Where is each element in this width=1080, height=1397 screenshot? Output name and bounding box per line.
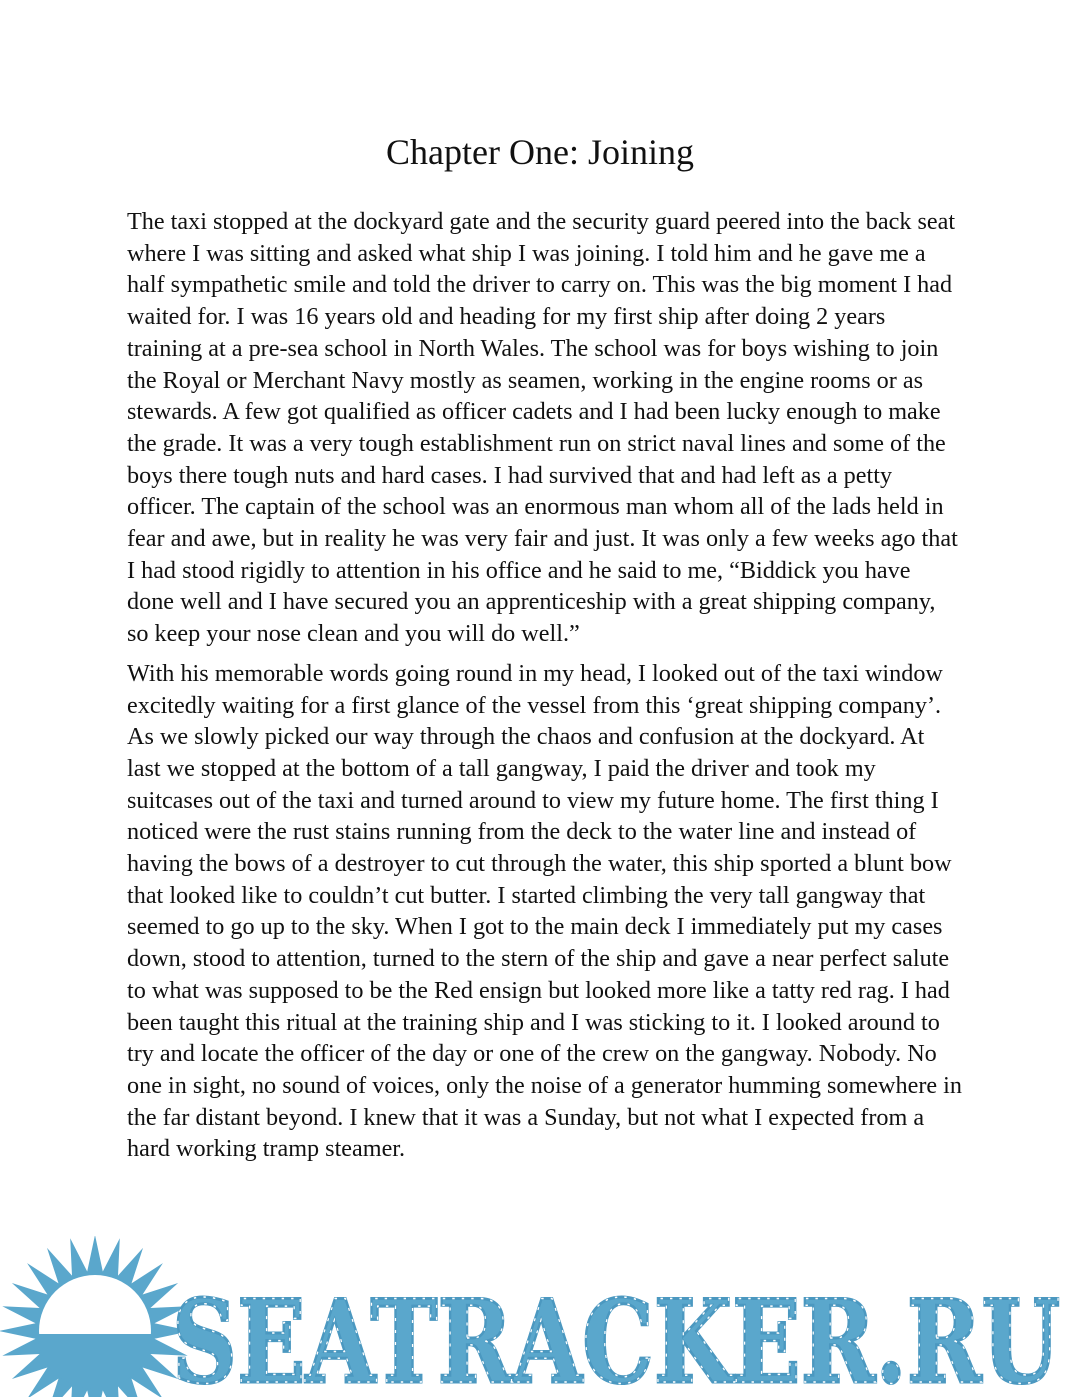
watermark-text: SEATRACKER.RU [172,1275,1060,1397]
watermark-wordmark [172,1275,1060,1397]
paragraph-1: The taxi stopped at the dockyard gate and the security guard peered into the back seat where I was sitting and asked what ship I was joining. I told him and he gave me a half sympathetic smile and told the driver to carry on. This was the big moment I had waited for. I was 16 years old and heading for my first ship after doing 2 years training at a pre-sea school in North Wales. The school was for boys wishing to join the Royal or Merchant Navy mostly as seamen, working in the engine rooms or as stewards. A few got qualified as officer cadets and I had been lucky enough to make the grade. It was a very tough establishment run on strict naval lines and some of the boys there tough nuts and hard cases. I had survived that and had left as a petty officer. The captain of the school was an enormous man whom all of the lads held in fear and awe, but in reality he was very fair and just. It was only a few weeks ago that I had stood rigidly to attention in his office and he said to me, “Biddick you have done well and I have secured you an apprenticeship with a great shipping company, so keep your nose clean and you will do well.” [127,208,958,648]
paragraph-2: With his memorable words going round in my head, I looked out of the taxi window excitedly waiting for a first glance of the vessel from this ‘great shipping company’. As we slowly picked our way through the chaos and confusion at the dockyard. At last we stopped at the bottom of a tall gangway, I paid the driver and took my suitcases out of the taxi and turned around to view my future home. The first thing I noticed were the rust stains running from the deck to the water line and instead of having the bows of a destroyer to cut through the water, this ship sported a blunt bow that looked like to couldn’t cut butter. I started climbing the very tall gangway that seemed to go up to the sky. When I got to the main deck I immediately put my cases down, stood to attention, turned to the stern of the ship and gave a near perfect salute to what was supposed to be the Red ensign but looked more like a tatty red rag. I had been taught this ritual at the training ship and I was sticking to it. I looked around to try and locate the officer of the day or one of the crew on the gangway. Nobody. No one in sight, no sound of voices, only the noise of a generator humming somewhere in the far distant beyond. I knew that it was a Sunday, but not what I expected from a hard working tramp steamer. [127,659,962,1163]
chapter-body [127,206,962,1173]
chapter-title: Chapter One: Joining [386,132,694,172]
watermark [0,1236,1080,1397]
sun-over-sea-icon [0,1236,191,1397]
watermark-text-inner: SEATRACKER.RU [172,1275,1060,1397]
